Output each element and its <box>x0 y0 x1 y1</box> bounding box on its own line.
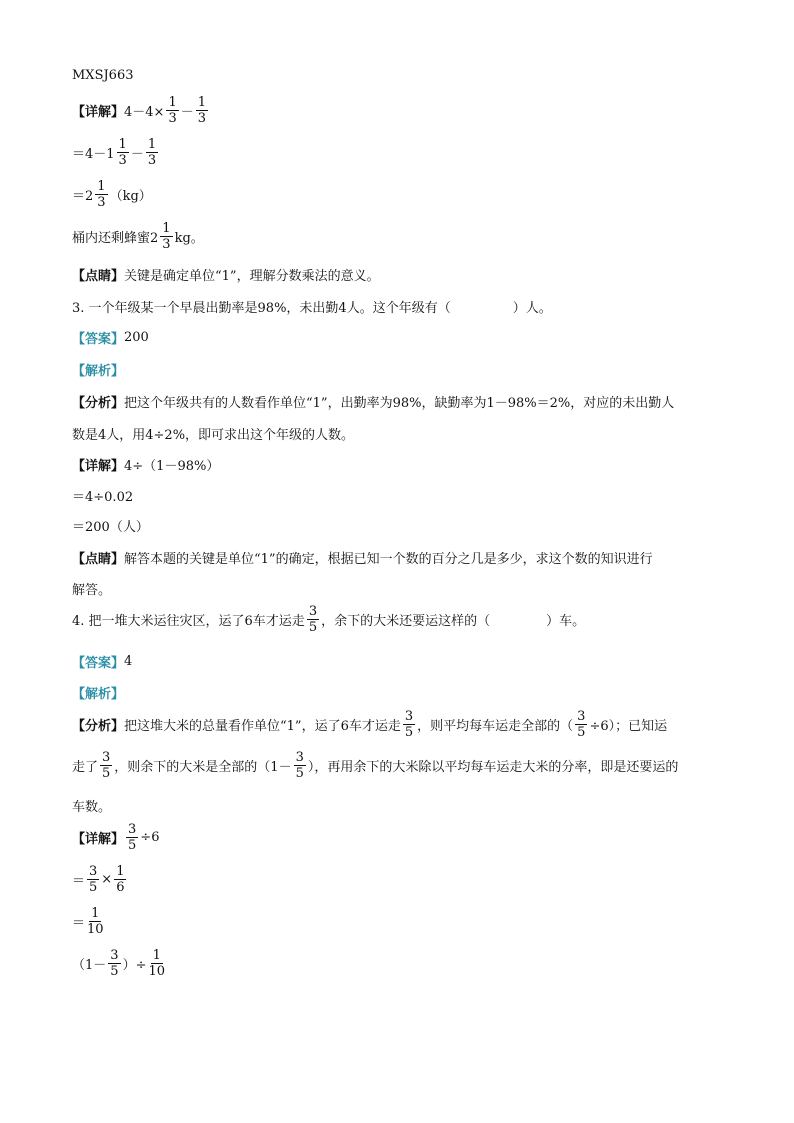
q3-detail-line3: ＝200（人） <box>72 520 149 535</box>
fraction: $\frac{1}{6}$ <box>116 864 125 895</box>
q3-answer: 【答案】 200 <box>72 330 149 347</box>
q2-comment: 【点睛】 关键是确定单位“1”，理解分数乘法的意义。 <box>72 269 380 284</box>
q4-detail-line4: （1－ $\frac{3}{5}$ ）÷ $\frac{1}{10}$ <box>72 948 166 979</box>
fraction: $\frac{3}{5}$ <box>577 709 586 740</box>
fraction: $\frac{1}{3}$ <box>147 137 157 168</box>
q3-question: 3. 一个年级某一个早晨出勤率是98%，未出勤4人。这个年级有（ ）人。 <box>72 301 552 316</box>
q3-fenxi-line1: 【分析】 把这个年级共有的人数看作单位“1”，出勤率为98%，缺勤率为1－98%＝2%，对应的未出勤人 <box>72 396 675 411</box>
fraction: $\frac{1}{10}$ <box>87 906 104 937</box>
q3-comment-line1: 【点睛】 解答本题的关键是单位“1”的确定，根据已知一个数的百分之几是多少，求这个数的知识进行 <box>72 552 653 567</box>
fraction: $\frac{1}{10}$ <box>148 948 166 979</box>
q4-fenxi-line2: 走了 $\frac{3}{5}$ ，则余下的大米是全部的（1－ $\frac{3}{5}$ ），再用余下的大米除以平均每车运走大米的分率，即是还要运的 <box>72 750 679 781</box>
fraction: $\frac{1}{3}$ <box>162 221 171 252</box>
q3-fenxi-line2: 数是4人，用4÷2%，即可求出这个年级的人数。 <box>72 428 355 443</box>
q4-fenxi-line1: 【分析】 把这堆大米的总量看作单位“1”，运了6车才运走 $\frac{3}{5}$ ，则平均每车运走全部的（ $\frac{3}{5}$ ÷6）；已知运 <box>72 709 668 740</box>
fraction: $\frac{3}{5}$ <box>308 604 318 635</box>
q2-detail-line1: 【详解】 4－4× $\frac{1}{3}$ － $\frac{1}{3}$ <box>72 95 207 126</box>
fraction: $\frac{1}{3}$ <box>168 95 177 126</box>
fraction: $\frac{3}{5}$ <box>295 750 304 781</box>
fraction: $\frac{1}{3}$ <box>97 179 106 210</box>
q2-detail-line2: ＝4－1 $\frac{1}{3}$ － $\frac{1}{3}$ <box>72 137 157 168</box>
fraction: $\frac{3}{5}$ <box>404 709 414 740</box>
fraction: $\frac{1}{3}$ <box>118 137 127 168</box>
q2-conclusion: 桶内还剩蜂蜜2 $\frac{1}{3}$ kg。 <box>72 221 204 252</box>
q4-fenxi-line3: 车数。 <box>72 800 112 815</box>
q3-detail-line1: 【详解】 4÷（1－98%） <box>72 459 220 474</box>
q3-analysis-label: 【解析】 <box>72 364 125 379</box>
q4-detail-line1: 【详解】 $\frac{3}{5}$ ÷6 <box>72 822 160 853</box>
q3-detail-line2: ＝4÷0.02 <box>72 490 134 505</box>
q3-comment-line2: 解答。 <box>72 583 112 598</box>
q4-detail-line2: ＝ $\frac{3}{5}$ × $\frac{1}{6}$ <box>72 864 125 895</box>
q4-question: 4. 把一堆大米运往灾区，运了6车才运走 $\frac{3}{5}$ ，余下的大米还要运这样的（ ）车。 <box>72 604 586 635</box>
fraction: $\frac{3}{5}$ <box>102 750 111 781</box>
q4-answer: 【答案】 4 <box>72 654 133 671</box>
q4-analysis-label: 【解析】 <box>72 687 125 702</box>
fraction: $\frac{3}{5}$ <box>110 948 119 979</box>
q4-detail-line3: ＝ $\frac{1}{10}$ <box>72 906 104 937</box>
fraction: $\frac{3}{5}$ <box>89 864 98 895</box>
fraction: $\frac{3}{5}$ <box>128 822 137 853</box>
q2-detail-line3: ＝2 $\frac{1}{3}$ （kg） <box>72 179 152 210</box>
fraction: $\frac{1}{3}$ <box>197 95 207 126</box>
header-code: MXSJ663 <box>72 68 134 83</box>
